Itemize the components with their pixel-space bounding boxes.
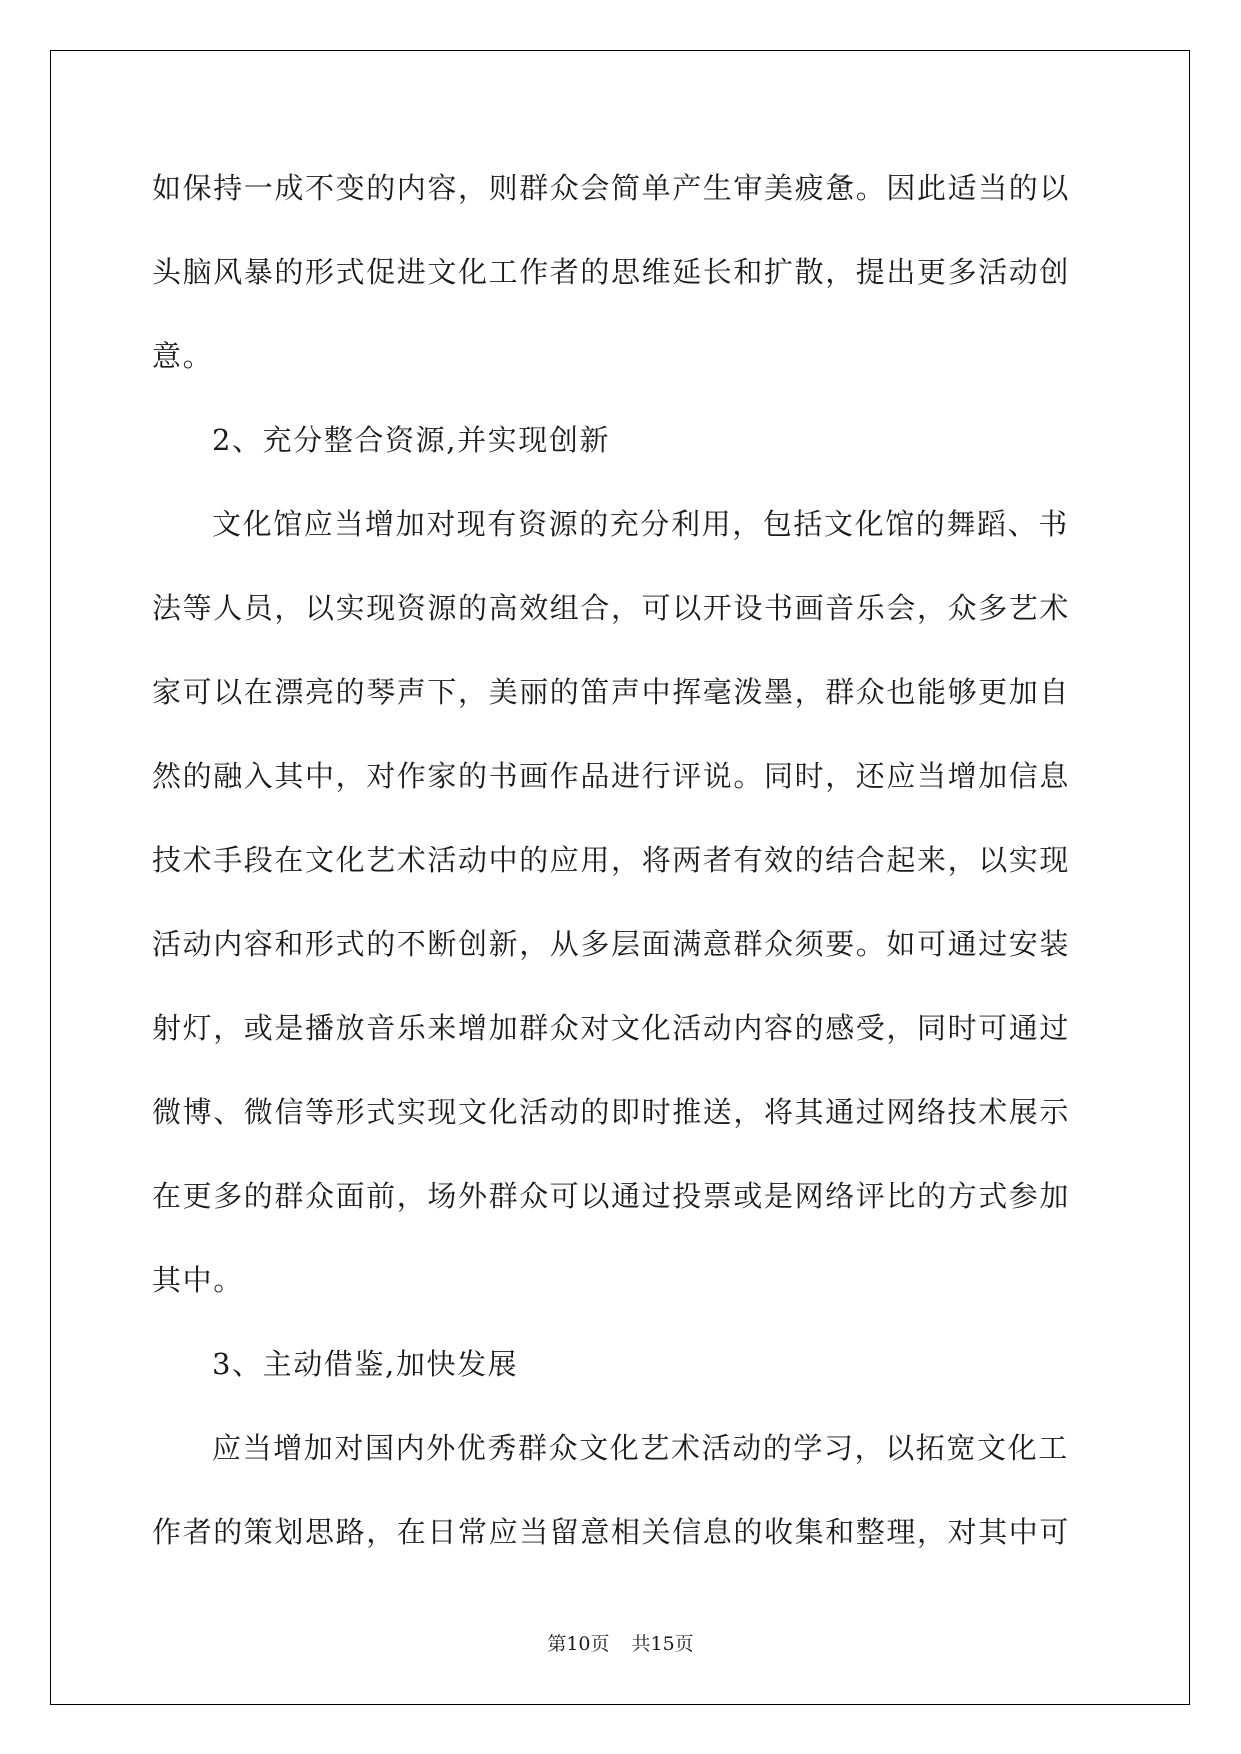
- text-line: 文化馆应当增加对现有资源的充分利用，包括文化馆的舞蹈、书: [212, 507, 1069, 541]
- page-number: 第10页: [547, 1633, 610, 1655]
- section-heading: 3、主动借鉴,加快发展: [212, 1347, 519, 1381]
- text-line: 技术手段在文化艺术活动中的应用，将两者有效的结合起来，以实现: [152, 843, 1071, 877]
- page-footer: [0, 1632, 1241, 1656]
- text-line: 应当增加对国内外优秀群众文化艺术活动的学习，以拓宽文化工: [212, 1431, 1069, 1465]
- text-line: 作者的策划思路，在日常应当留意相关信息的收集和整理，对其中可: [152, 1515, 1071, 1549]
- text-line: 在更多的群众面前，场外群众可以通过投票或是网络评比的方式参加: [152, 1179, 1071, 1213]
- text-line: 其中。: [152, 1263, 244, 1297]
- text-line: 意。: [152, 339, 214, 373]
- text-line: 微博、微信等形式实现文化活动的即时推送，将其通过网络技术展示: [152, 1095, 1071, 1129]
- text-line: 然的融入其中，对作家的书画作品进行评说。同时，还应当增加信息: [152, 759, 1071, 793]
- text-line: 活动内容和形式的不断创新，从多层面满意群众须要。如可通过安装: [152, 927, 1071, 961]
- section-heading: 2、充分整合资源,并实现创新: [212, 423, 611, 457]
- text-line: 法等人员，以实现资源的高效组合，可以开设书画音乐会，众多艺术: [152, 591, 1071, 625]
- text-line: 家可以在漂亮的琴声下，美丽的笛声中挥毫泼墨，群众也能够更加自: [152, 675, 1071, 709]
- text-line: 如保持一成不变的内容，则群众会简单产生审美疲惫。因此适当的以: [152, 171, 1071, 205]
- text-line: 头脑风暴的形式促进文化工作者的思维延长和扩散，提出更多活动创: [152, 255, 1071, 289]
- page-total: 共15页: [631, 1633, 694, 1655]
- text-line: 射灯，或是播放音乐来增加群众对文化活动内容的感受，同时可通过: [152, 1011, 1071, 1045]
